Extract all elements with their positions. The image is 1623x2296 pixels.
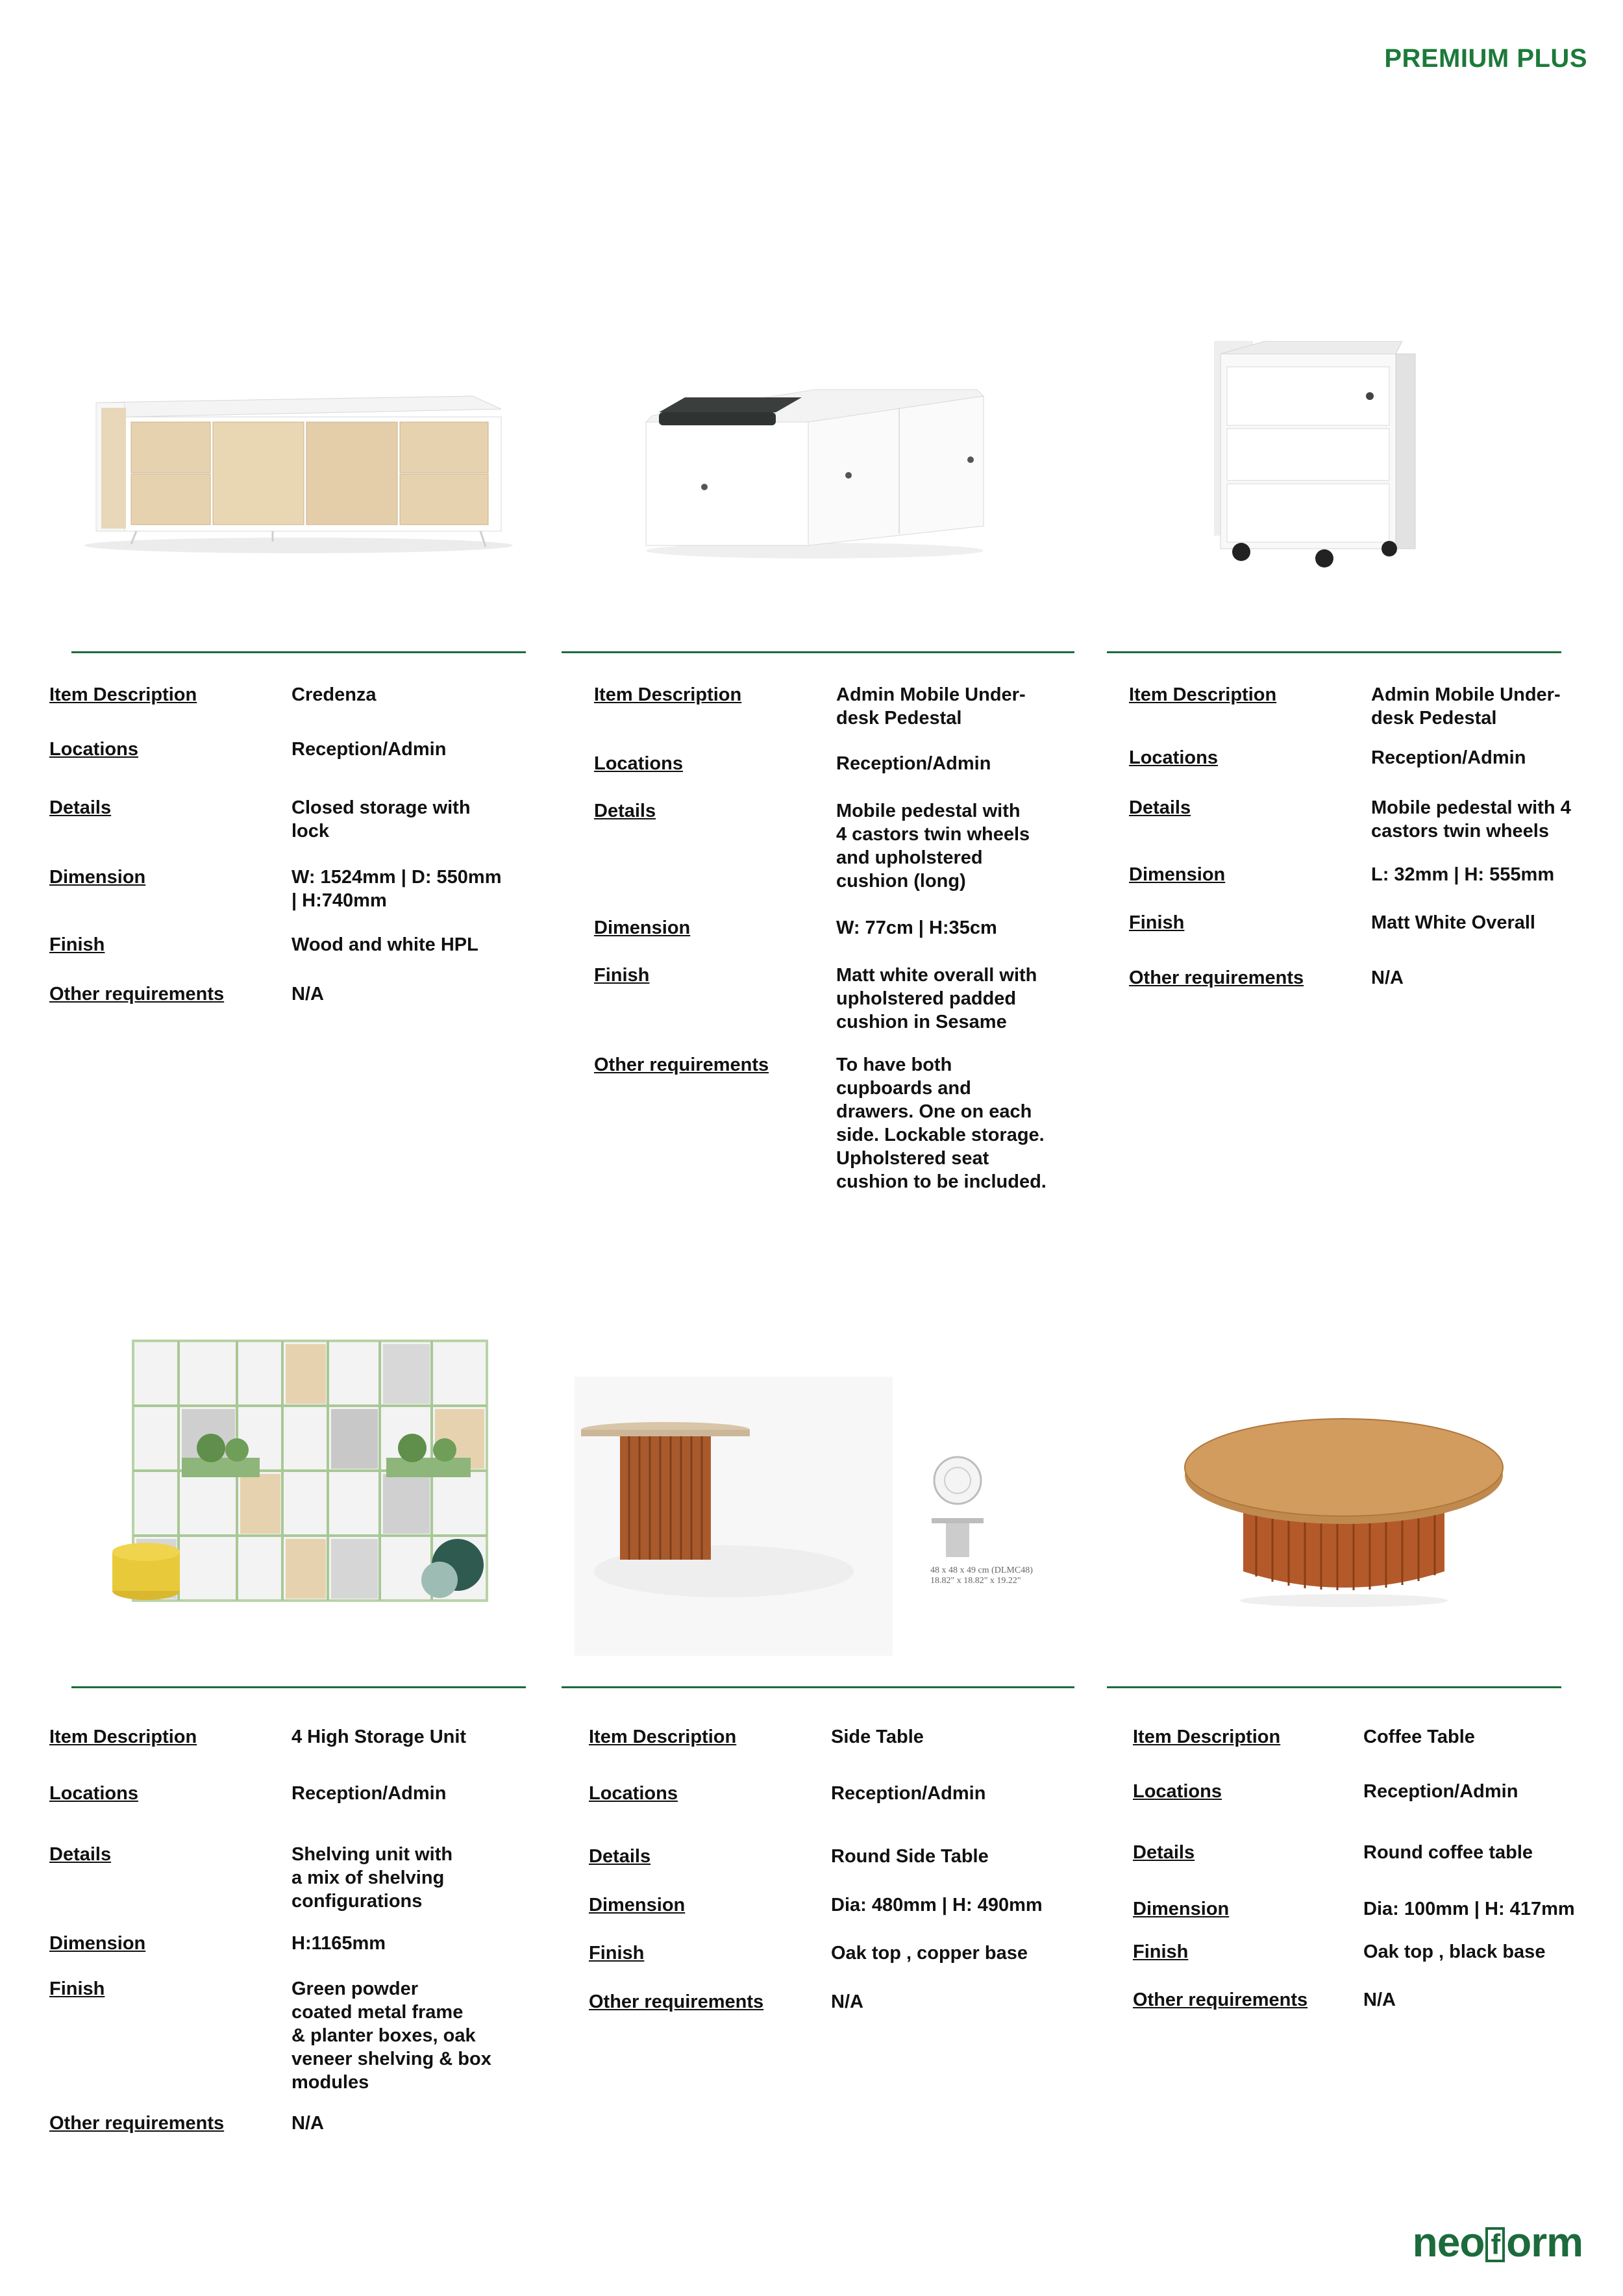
label-other-requirements: Other requirements bbox=[49, 2113, 225, 2134]
label-finish: Finish bbox=[1133, 1941, 1189, 1962]
side-table-image bbox=[575, 1377, 1081, 1656]
label-finish: Finish bbox=[49, 1978, 105, 1999]
value-other-requirements: N/A bbox=[291, 2113, 324, 2134]
spec-credenza bbox=[49, 683, 530, 1047]
value-locations: Reception/Admin bbox=[831, 1783, 986, 1804]
spec-side-table bbox=[589, 1725, 1082, 2011]
label-item-description: Item Description bbox=[49, 1727, 197, 1747]
value-dimension: Dia: 100mm | H: 417mm bbox=[1363, 1899, 1575, 1919]
value-details: Round coffee table bbox=[1363, 1842, 1533, 1863]
label-item-description: Item Description bbox=[1129, 684, 1277, 705]
label-locations: Locations bbox=[1133, 1781, 1222, 1802]
value-locations: Reception/Admin bbox=[1371, 747, 1526, 768]
spec-pedestal bbox=[1129, 683, 1596, 1047]
label-other-requirements: Other requirements bbox=[49, 984, 225, 1004]
credenza-image bbox=[78, 383, 519, 558]
label-locations: Locations bbox=[1129, 747, 1218, 768]
value-details: Closed storage with lock bbox=[291, 797, 471, 842]
value-locations: Reception/Admin bbox=[1363, 1781, 1518, 1802]
value-finish: Matt white overall with upholstered padded cushion in Sesame bbox=[836, 965, 1037, 1032]
label-locations: Locations bbox=[49, 739, 138, 760]
spec-storage-unit bbox=[49, 1725, 530, 2141]
value-other-requirements: N/A bbox=[831, 1991, 863, 2012]
value-details: Shelving unit with a mix of shelving configurations bbox=[291, 1844, 453, 1912]
value-finish: Wood and white HPL bbox=[291, 934, 478, 955]
value-finish: Matt White Overall bbox=[1371, 912, 1535, 933]
value-locations: Reception/Admin bbox=[291, 1783, 447, 1804]
value-dimension: Dia: 480mm | H: 490mm bbox=[831, 1895, 1043, 1915]
label-other-requirements: Other requirements bbox=[594, 1054, 769, 1075]
value-details: Mobile pedestal with 4 castors twin wheels bbox=[1371, 797, 1571, 842]
storage-unit-image bbox=[107, 1334, 493, 1620]
value-other-requirements: N/A bbox=[1371, 967, 1404, 988]
value-locations: Reception/Admin bbox=[836, 753, 991, 774]
divider bbox=[1107, 651, 1561, 653]
label-details: Details bbox=[1129, 797, 1191, 818]
value-other-requirements: N/A bbox=[291, 984, 324, 1004]
label-item-description: Item Description bbox=[589, 1727, 737, 1747]
logo-text-b: orm bbox=[1506, 2219, 1583, 2265]
value-finish: Oak top , copper base bbox=[831, 1943, 1028, 1964]
value-details: Mobile pedestal with 4 castors twin wheels and upholstered cushion (long) bbox=[836, 801, 1030, 892]
label-details: Details bbox=[49, 1844, 112, 1865]
label-details: Details bbox=[1133, 1842, 1195, 1863]
spec-pedestal-cushion bbox=[594, 683, 1074, 1203]
page-title: PREMIUM PLUS bbox=[1384, 44, 1587, 73]
label-other-requirements: Other requirements bbox=[1129, 967, 1304, 988]
value-item-description: Coffee Table bbox=[1363, 1727, 1475, 1747]
value-item-description: 4 High Storage Unit bbox=[291, 1727, 467, 1747]
divider bbox=[71, 1686, 526, 1688]
label-details: Details bbox=[594, 801, 656, 821]
value-locations: Reception/Admin bbox=[291, 739, 447, 760]
label-item-description: Item Description bbox=[594, 684, 742, 705]
label-item-description: Item Description bbox=[49, 684, 197, 705]
label-dimension: Dimension bbox=[49, 1933, 146, 1954]
label-finish: Finish bbox=[594, 965, 650, 986]
spec-coffee-table bbox=[1133, 1725, 1600, 2011]
value-finish: Oak top , black base bbox=[1363, 1941, 1546, 1962]
drawing-caption-line2: 18.82" x 18.82" x 19.22" bbox=[930, 1576, 1021, 1586]
label-details: Details bbox=[589, 1846, 651, 1867]
label-finish: Finish bbox=[49, 934, 105, 955]
value-other-requirements: To have both cupboards and drawers. One on each side. Lockable storage. Upholstered seat cushion to be included. bbox=[836, 1054, 1047, 1192]
label-dimension: Dimension bbox=[1129, 864, 1226, 885]
value-dimension: H:1165mm bbox=[291, 1933, 386, 1954]
value-item-description: Side Table bbox=[831, 1727, 924, 1747]
logo-text-a: neo bbox=[1412, 2219, 1485, 2265]
label-finish: Finish bbox=[1129, 912, 1185, 933]
value-other-requirements: N/A bbox=[1363, 1990, 1396, 2010]
value-dimension: L: 32mm | H: 555mm bbox=[1371, 864, 1555, 885]
label-other-requirements: Other requirements bbox=[1133, 1990, 1308, 2010]
neoform-logo bbox=[1413, 2218, 1583, 2266]
pedestal-image bbox=[1214, 341, 1428, 575]
label-finish: Finish bbox=[589, 1943, 645, 1964]
value-item-description: Admin Mobile Under- desk Pedestal bbox=[1371, 684, 1561, 729]
divider bbox=[562, 1686, 1074, 1688]
value-item-description: Credenza bbox=[291, 684, 377, 705]
label-locations: Locations bbox=[49, 1783, 138, 1804]
label-details: Details bbox=[49, 797, 112, 818]
logo-text-f: f bbox=[1485, 2227, 1505, 2262]
label-dimension: Dimension bbox=[49, 867, 146, 888]
coffee-table-image bbox=[1182, 1403, 1506, 1610]
label-item-description: Item Description bbox=[1133, 1727, 1281, 1747]
drawing-caption-line1: 48 x 48 x 49 cm (DLMC48) bbox=[930, 1566, 1033, 1575]
value-dimension: W: 1524mm | D: 550mm | H:740mm bbox=[291, 867, 502, 911]
value-details: Round Side Table bbox=[831, 1846, 989, 1867]
value-dimension: W: 77cm | H:35cm bbox=[836, 917, 997, 938]
label-dimension: Dimension bbox=[589, 1895, 686, 1915]
label-locations: Locations bbox=[589, 1783, 678, 1804]
label-dimension: Dimension bbox=[1133, 1899, 1230, 1919]
pedestal-cushion-image bbox=[639, 383, 990, 565]
divider bbox=[562, 651, 1074, 653]
divider bbox=[71, 651, 526, 653]
label-locations: Locations bbox=[594, 753, 683, 774]
label-dimension: Dimension bbox=[594, 917, 691, 938]
divider bbox=[1107, 1686, 1561, 1688]
label-other-requirements: Other requirements bbox=[589, 1991, 764, 2012]
value-finish: Green powder coated metal frame & planter boxes, oak veneer shelving & box modules bbox=[291, 1978, 491, 2093]
value-item-description: Admin Mobile Under- desk Pedestal bbox=[836, 684, 1026, 729]
